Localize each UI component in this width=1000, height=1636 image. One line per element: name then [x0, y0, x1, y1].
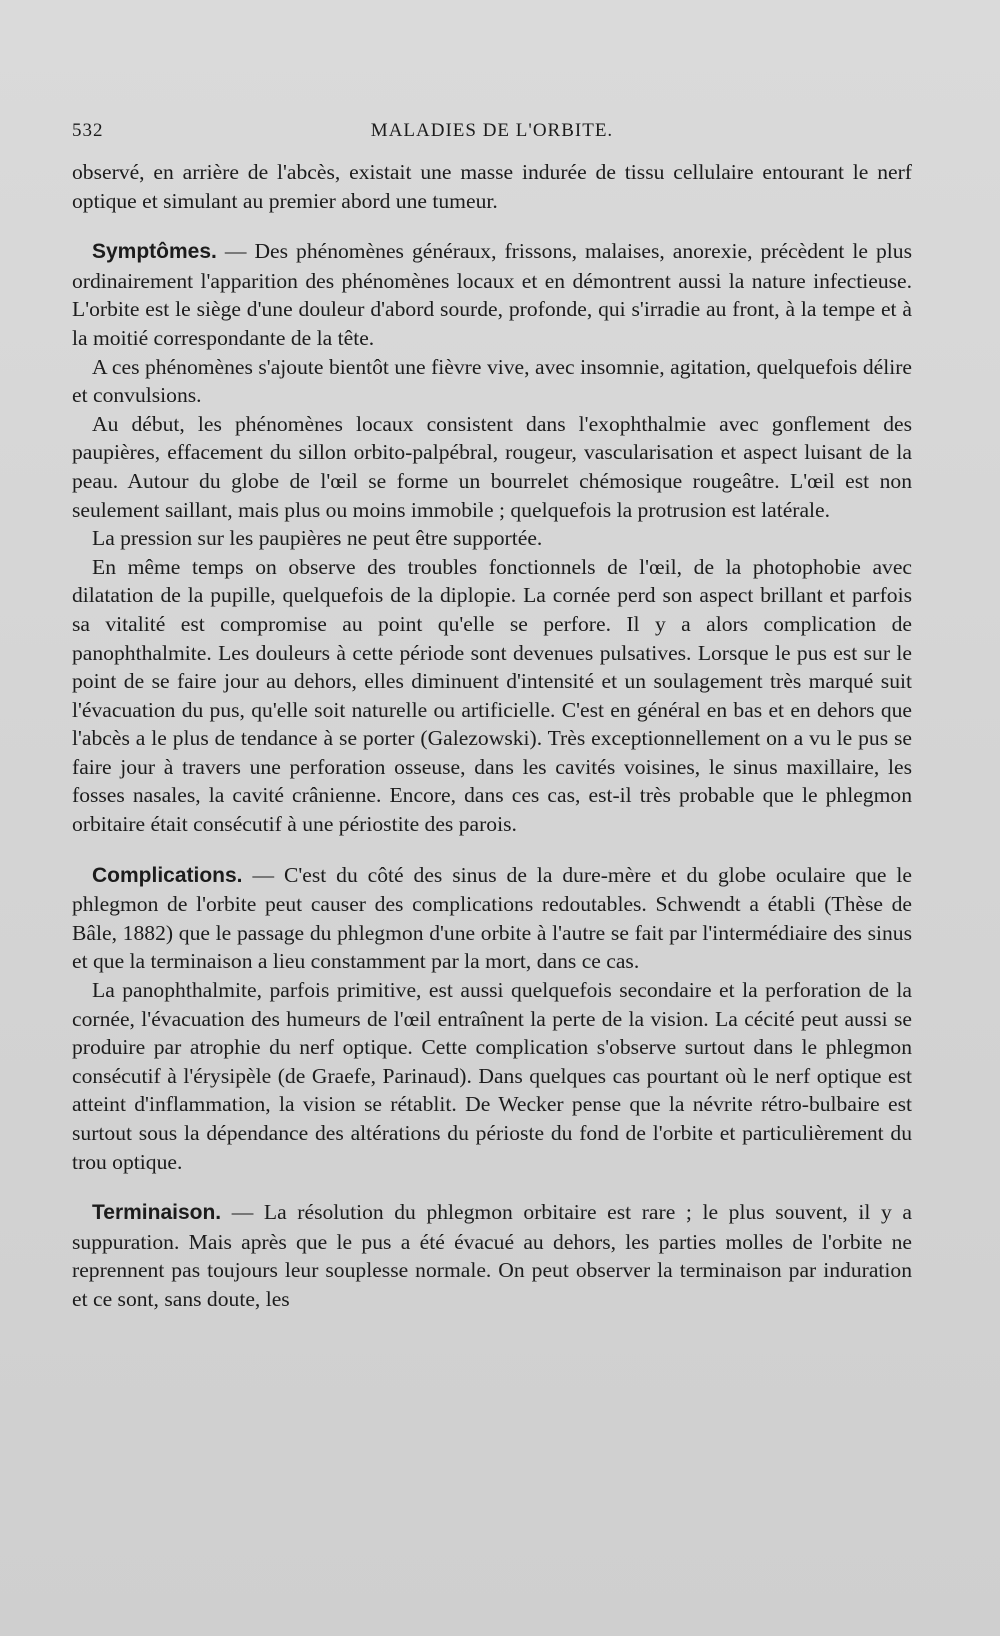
paragraph-symptomes	[72, 237, 912, 352]
paragraph	[72, 524, 912, 553]
paragraph-text: En même temps on observe des troubles fonctionnels de l'œil, de la photophobie avec dilatation de la pupille, quelquefois de la diplopie. La cornée perd son aspect brillant et parfois sa vitalité est compromise au point qu'elle se perfore. Il y a alors complication de panophthalmite. Les douleurs à cette période sont devenues pulsatives. Lorsque le pus est sur le point de se faire jour au dehors, elles diminuent d'intensité et un soulagement très marqué suit l'évacuation du pus, qu'elle soit naturelle ou artificielle. C'est en général en bas et en dehors que l'abcès a le plus de tendance à se porter (Galezowski). Très exceptionnellement on a vu le pus se faire jour à travers une perforation osseuse, dans les cavités voisines, le sinus maxillaire, les fosses nasales, la cavité crânienne. Encore, dans ces cas, est-il très probable que le phlegmon orbitaire était consécutif à une périostite des parois.	[72, 554, 912, 837]
paragraph-text: — Des phénomènes généraux, frissons, malaises, anorexie, précèdent le plus ordinairement l'apparition des phénomènes locaux et en démontrent aussi la nature infectieuse. L'orbite est le siège d'une douleur d'abord sourde, profonde, qui s'irradie au front, à la tempe et à la moitié correspondante de la tête.	[72, 239, 912, 350]
paragraph-text: A ces phénomènes s'ajoute bientôt une fièvre vive, avec insomnie, agitation, quelquefois délire et convulsions.	[72, 354, 912, 408]
paragraph-complications	[72, 861, 912, 976]
paragraph	[72, 976, 912, 1176]
paragraph-text: Au début, les phénomènes locaux consistent dans l'exophthalmie avec gonflement des paupières, effacement du sillon orbito-palpébral, rougeur, vascularisation et aspect luisant de la peau. Autour du globe de l'œil se forme un bourrelet chémosique rougeâtre. L'œil est non seulement saillant, mais plus ou moins immobile ; quelquefois la protrusion est latérale.	[72, 411, 912, 522]
paragraph	[72, 353, 912, 410]
paragraph	[72, 410, 912, 524]
paragraph	[72, 553, 912, 839]
section-heading-terminaison: Terminaison.	[92, 1201, 222, 1225]
running-title: MALADIES DE L'ORBITE.	[370, 120, 614, 141]
paragraph-text: La panophthalmite, parfois primitive, est aussi quelquefois secondaire et la perforation de la cornée, l'évacuation des humeurs de l'œil entraînent la perte de la vision. La cécité peut aussi se produire par atrophie du nerf optique. Cette complication s'observe surtout dans le phlegmon consécutif à l'érysipèle (de Graefe, Parinaud). Dans quelques cas pourtant où le nerf optique est atteint d'inflammation, la vision se rétablit. De Wecker pense que la névrite rétro-bulbaire est surtout sous la dépendance des altérations du périoste du fond de l'orbite et particulièrement du trou optique.	[72, 978, 912, 1174]
paragraph-continuation	[72, 158, 912, 215]
section-heading-complications: Complications.	[92, 863, 243, 887]
paragraph-text: — C'est du côté des sinus de la dure-mère et du globe oculaire que le phlegmon de l'orbite peut causer des complications redoutables. Schwendt a établi (Thèse de Bâle, 1882) que le passage du phlegmon d'une orbite à l'autre se fait par l'intermédiaire des sinus et que la terminaison a lieu constamment par la mort, dans ce cas.	[72, 862, 912, 974]
body-text	[72, 158, 912, 1314]
page-header	[72, 120, 912, 150]
section-heading-symptomes: Symptômes.	[92, 240, 217, 264]
paragraph-text: — La résolution du phlegmon orbitaire est rare ; le plus souvent, il y a suppuration. Mais après que le pus a été évacué au dehors, les parties molles de l'orbite ne reprennent pas toujours leur souplesse normale. On peut observer la terminaison par induration et ce sont, sans doute, les	[72, 1200, 912, 1311]
paragraph-text: La pression sur les paupières ne peut être supportée.	[92, 526, 543, 551]
paragraph-text: observé, en arrière de l'abcès, existait une masse indurée de tissu cellulaire entourant le nerf optique et simulant au premier abord une tumeur.	[72, 160, 912, 213]
paragraph-terminaison	[72, 1198, 912, 1313]
page-number: 532	[72, 120, 104, 141]
